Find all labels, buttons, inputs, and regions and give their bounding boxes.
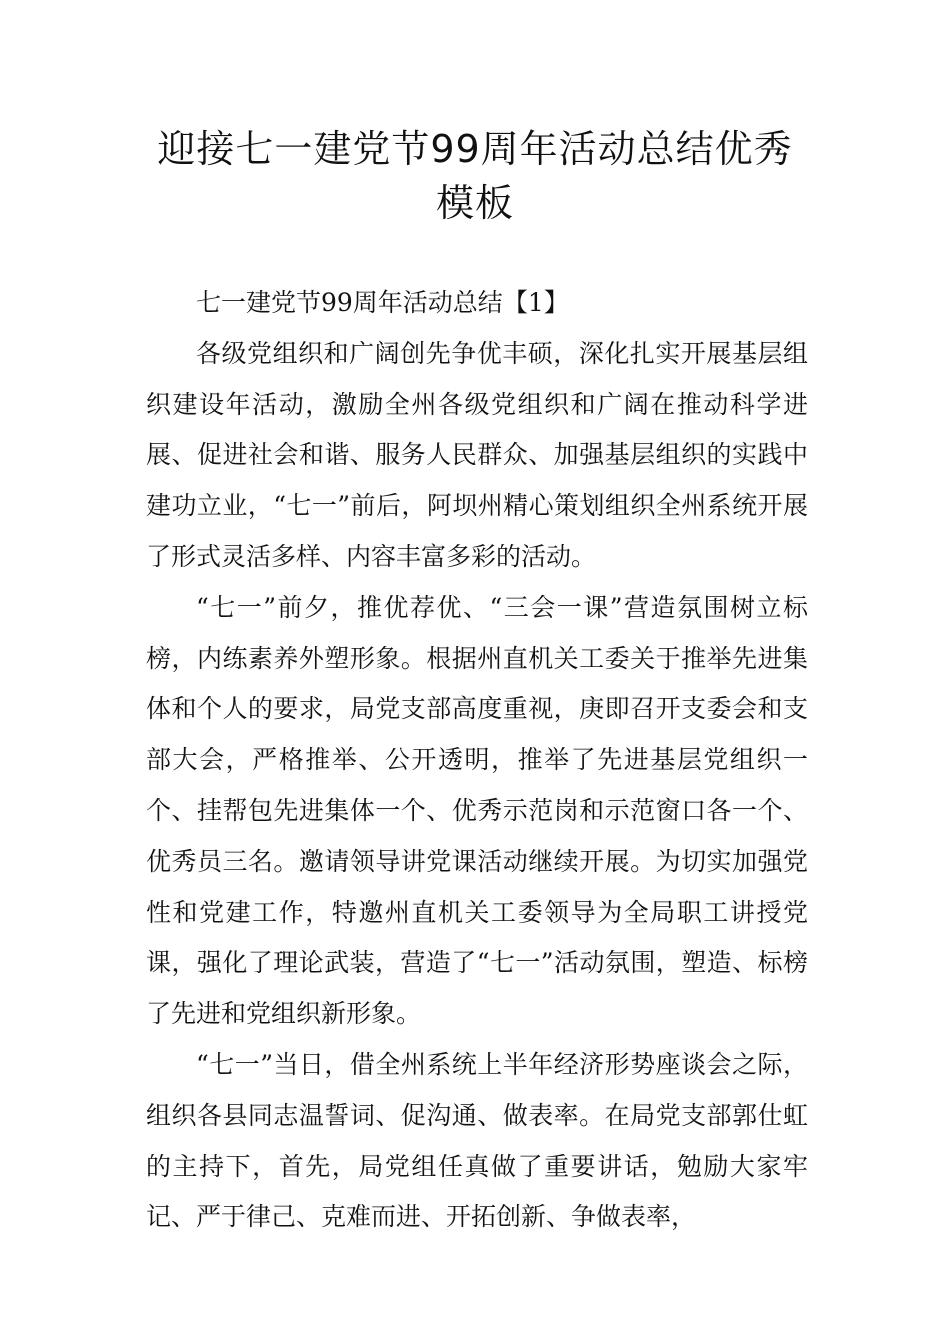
section-subheading: 七一建党节99周年活动总结【1】 [196, 288, 569, 317]
document-title [120, 122, 830, 230]
body-paragraph-2: “七一”前夕，推优荐优、“三会一课”营造氛围树立标榜，内练素养外塑形象。根据州直机关工委关于推举先进集体和个人的要求，局党支部高度重视，庚即召开支委会和支部大会，严格推举、公开透明，推举了先进基层党组织一个、挂帮包先进集体一个、优秀示范岗和示范窗口各一个、优秀员三名。邀请领导讲党课活动继续开展。为切实加强党性和党建工作，特邀州直机关工委领导为全局职工讲授党课，强化了理论武装，营造了“七一”活动氛围，塑造、标榜了先进和党组织新形象。 [146, 592, 808, 1029]
title-line-1: 迎接七一建党节99周年活动总结优秀 [157, 127, 793, 171]
body-paragraph-3: “七一”当日，借全州系统上半年经济形势座谈会之际，组织各县同志温誓词、促沟通、做表率。在局党支部郭仕虹的主持下，首先，局党组任真做了重要讲话，勉励大家牢记、严于律己、克难而进、开拓创新、争做表率， [146, 1049, 808, 1232]
title-line-2: 模板 [435, 181, 514, 225]
document-body [146, 278, 808, 1243]
body-paragraph-1: 各级党组织和广阔创先争优丰硕，深化扎实开展基层组织建设年活动，激励全州各级党组织和广阔在推动科学进展、促进社会和谐、服务人民群众、加强基层组织的实践中建功立业，“七一”前后，阿坝州精心策划组织全州系统开展了形式灵活多样、内容丰富多彩的活动。 [146, 338, 808, 571]
